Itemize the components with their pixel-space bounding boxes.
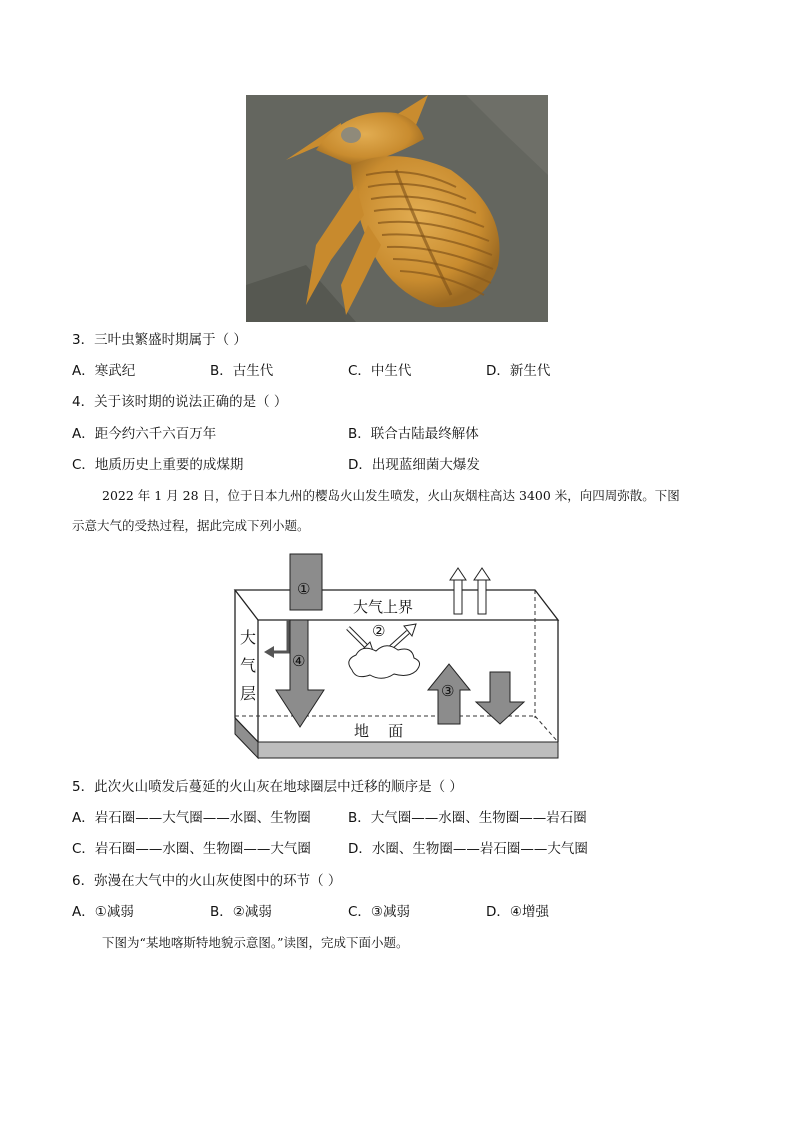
q4-option-a: A．距今约六千六百万年 [72, 426, 217, 442]
q6-option-c: C．③减弱 [348, 904, 411, 920]
question-4-stem: 4．关于该时期的说法正确的是（ ） [72, 394, 288, 410]
q4-option-c: C．地质历史上重要的成煤期 [72, 457, 244, 473]
marker-3: ③ [441, 682, 455, 700]
q5-option-a: A．岩石圈——大气圈——水圈、生物圈 [72, 810, 311, 826]
label-atmosphere-layer [240, 624, 256, 708]
trilobite-fossil-photo [246, 95, 548, 322]
q3-option-a: A．寒武纪 [72, 363, 136, 379]
trilobite-fossil-illustration [246, 95, 548, 322]
q5-option-d: D．水圈、生物圈——岩石圈——大气圈 [348, 841, 588, 857]
passage-volcano-line-2: 示意大气的受热过程，据此完成下列小题。 [72, 518, 310, 533]
q4-option-b: B．联合古陆最终解体 [348, 426, 479, 442]
label-atmosphere-top: 大气上界 [353, 598, 414, 616]
q3-option-c: C．中生代 [348, 363, 412, 379]
marker-2: ② [372, 622, 386, 640]
q5-option-c: C．岩石圈——水圈、生物圈——大气圈 [72, 841, 311, 857]
q6-option-a: A．①减弱 [72, 904, 134, 920]
passage-volcano-line-1: 2022 年 1 月 28 日，位于日本九州的樱岛火山发生喷发，火山灰烟柱高达 3400 米，向四周弥散。下图 [102, 488, 680, 503]
question-3-stem: 3．三叶虫繁盛时期属于（ ） [72, 332, 247, 348]
marker-4: ④ [292, 652, 306, 670]
label-atmosphere-layer-char-1: 大 [240, 628, 257, 647]
label-ground: 地 面 [354, 722, 404, 740]
label-atmosphere-layer-char-2: 气 [240, 656, 257, 675]
q6-option-b: B．②减弱 [210, 904, 272, 920]
q6-option-d: D．④增强 [486, 904, 549, 920]
atmosphere-heating-diagram [230, 552, 565, 762]
q3-option-b: B．古生代 [210, 363, 274, 379]
marker-1: ① [297, 580, 311, 598]
q4-option-d: D．出现蓝细菌大爆发 [348, 457, 480, 473]
question-5-stem: 5．此次火山喷发后蔓延的火山灰在地球圈层中迁移的顺序是（ ） [72, 779, 463, 795]
label-atmosphere-layer-char-3: 层 [240, 684, 257, 703]
passage-karst: 下图为“某地喀斯特地貌示意图。”读图，完成下面小题。 [102, 935, 409, 950]
q5-option-b: B．大气圈——水圈、生物圈——岩石圈 [348, 810, 587, 826]
question-6-stem: 6．弥漫在大气中的火山灰使图中的环节（ ） [72, 873, 342, 889]
q3-option-d: D．新生代 [486, 363, 551, 379]
